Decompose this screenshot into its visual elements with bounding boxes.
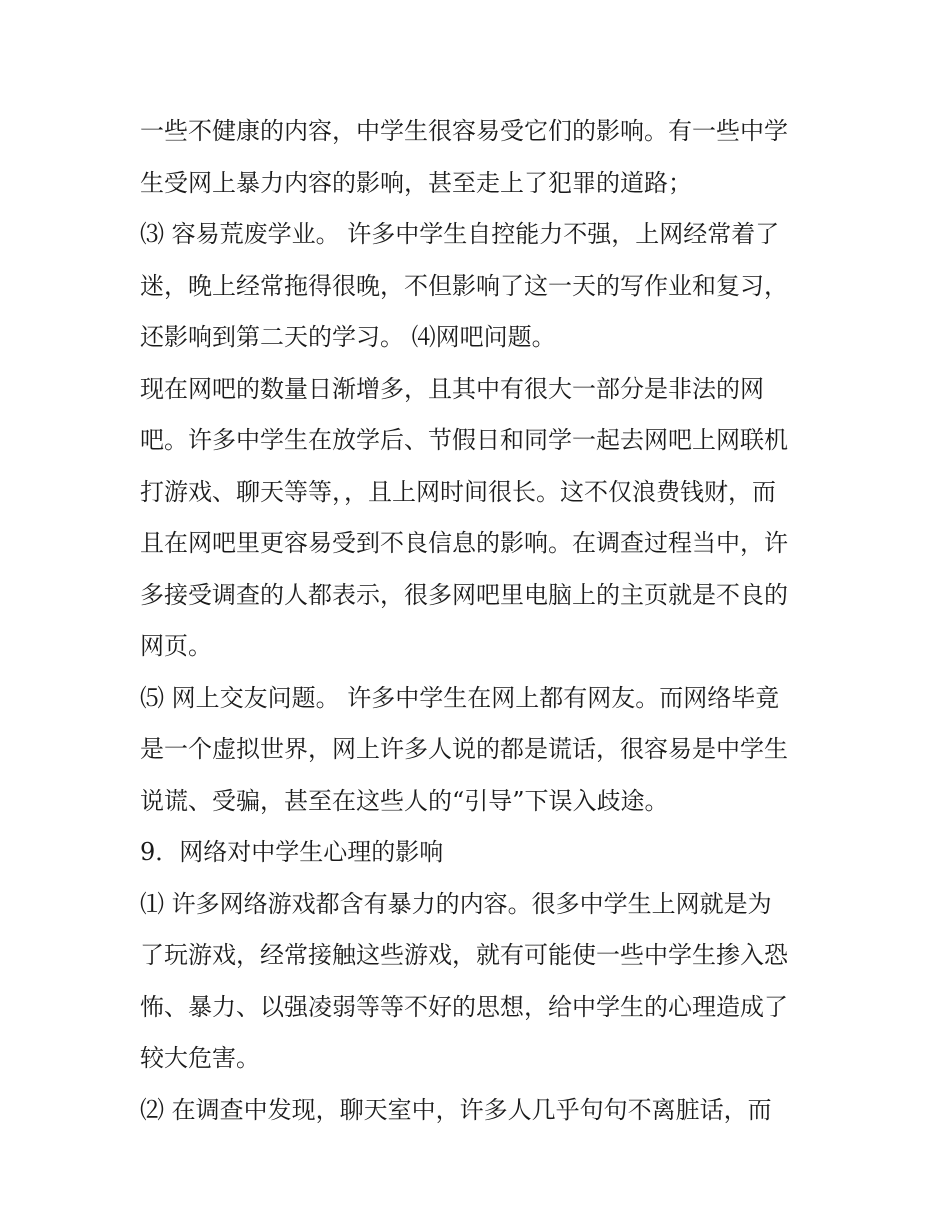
text-line: ⑴ 许多网络游戏都含有暴力的内容。很多中学生上网就是为	[140, 889, 772, 918]
text-line: ⑶ 容易荒废学业。 许多中学生自控能力不强，上网经常着了	[140, 220, 780, 248]
text-line: 吧。许多中学生在放学后、节假日和同学一起去网吧上网联机	[140, 426, 788, 454]
text-line: 了玩游戏，经常接触这些游戏，就有可能使一些中学生掺入恐	[140, 941, 788, 969]
section-heading: 9．网络对中学生心理的影响	[140, 838, 444, 866]
text-line: 生受网上暴力内容的影响，甚至走上了犯罪的道路；	[140, 168, 692, 197]
text-line: 打游戏、聊天等等，，且上网时间很长。这不仅浪费钱财，而	[140, 477, 776, 506]
text-line: 多接受调查的人都表示，很多网吧里电脑上的主页就是不良的	[140, 580, 788, 609]
text-line: ⑸ 网上交友问题。 许多中学生在网上都有网友。而网络毕竟	[140, 683, 780, 712]
document-body	[140, 106, 820, 1136]
text-line: 较大危害。	[140, 1044, 260, 1072]
text-line: ⑵ 在调查中发现，聊天室中，许多人几乎句句不离脏话，而	[140, 1095, 772, 1124]
text-line: 现在网吧的数量日渐增多，且其中有很大一部分是非法的网	[140, 374, 764, 403]
text-line: 迷，晚上经常拖得很晚，不但影响了这一天的写作业和复习，	[140, 271, 788, 300]
text-line: 还影响到第二天的学习。 ⑷网吧问题。	[140, 323, 556, 351]
text-line: 说谎、受骗，甚至在这些人的“引导”下误入歧途。	[140, 786, 669, 815]
text-line: 网页。	[140, 632, 212, 660]
text-line: 怖、暴力、以强凌弱等等不好的思想，给中学生的心理造成了	[140, 992, 788, 1021]
text-line: 一些不健康的内容，中学生很容易受它们的影响。有一些中学	[140, 117, 788, 145]
text-line: 且在网吧里更容易受到不良信息的影响。在调查过程当中，许	[140, 529, 788, 557]
text-line: 是一个虚拟世界，网上许多人说的都是谎话，很容易是中学生	[140, 735, 788, 763]
